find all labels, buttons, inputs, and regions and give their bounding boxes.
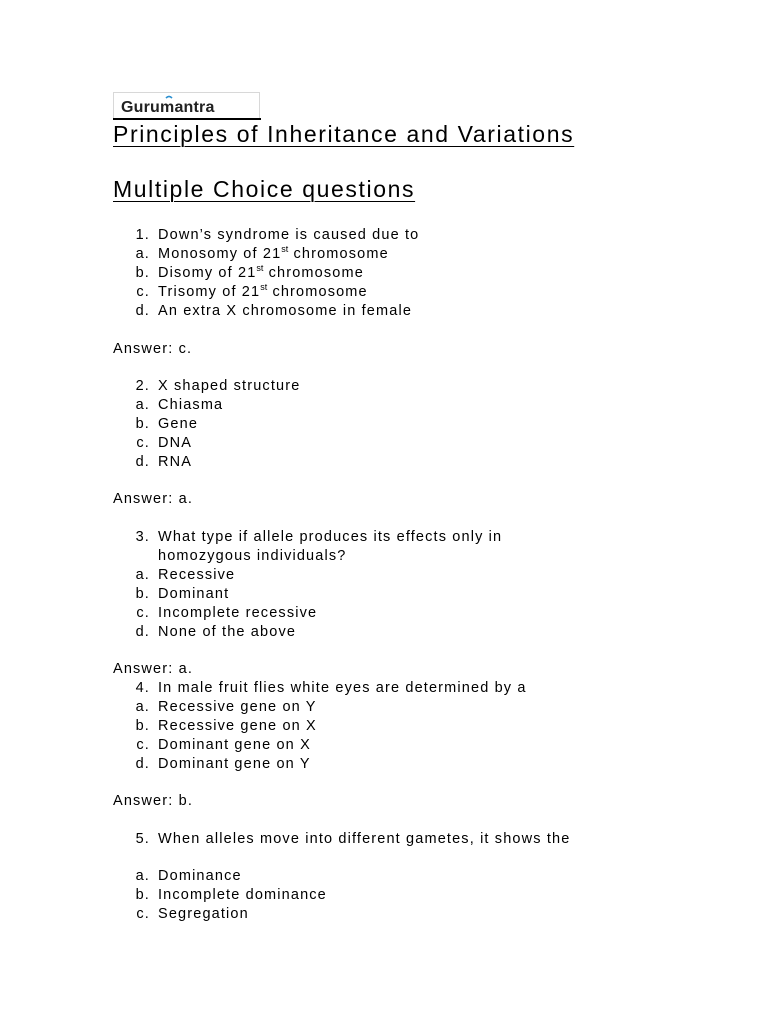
option-text <box>158 905 249 923</box>
option-text-main: Disomy of 21 <box>158 265 257 281</box>
option-letter: d. <box>135 624 150 640</box>
option-letter: a. <box>135 699 150 715</box>
ordinal-suffix: st <box>281 244 289 254</box>
option-text <box>158 264 364 282</box>
answer-line: Answer: b. <box>113 793 193 809</box>
option-text <box>158 245 389 263</box>
option-text <box>158 434 192 452</box>
gurumantra-logo <box>113 92 260 119</box>
option-text-rest: chromosome <box>267 284 368 300</box>
option-text-main: RNA <box>158 454 193 470</box>
option-letter: d. <box>135 454 150 470</box>
option-text <box>158 566 235 584</box>
option-letter: c. <box>136 284 150 300</box>
option-text-main: Segregation <box>158 906 249 922</box>
option-text-main: Dominant <box>158 586 230 602</box>
option-letter: c. <box>136 737 150 753</box>
option-text-main: Dominance <box>158 868 242 884</box>
option-text-main: Recessive <box>158 567 236 583</box>
option-letter: b. <box>135 586 150 602</box>
option-letter: c. <box>136 605 150 621</box>
question-text: In male fruit flies white eyes are determined by a <box>158 680 527 696</box>
option-letter: b. <box>135 416 150 432</box>
option-letter: b. <box>135 887 150 903</box>
option-letter: a. <box>135 567 150 583</box>
question-text: X shaped structure <box>158 378 301 394</box>
option-text-main: Trisomy of 21 <box>158 284 261 300</box>
answer-line: Answer: a. <box>113 491 193 507</box>
option-letter: a. <box>135 397 150 413</box>
option-letter: b. <box>135 718 150 734</box>
option-letter: c. <box>136 435 150 451</box>
document-title: Principles of Inheritance and Variations <box>113 121 575 147</box>
answer-line: Answer: c. <box>113 341 193 357</box>
option-text-main: Recessive gene on Y <box>158 699 317 715</box>
option-text <box>158 623 296 641</box>
option-letter: a. <box>135 246 150 262</box>
option-text <box>158 604 317 622</box>
question-number: 4. <box>135 680 150 696</box>
option-letter: d. <box>135 756 150 772</box>
option-text <box>158 396 223 414</box>
option-text <box>158 886 327 904</box>
option-text <box>158 415 198 433</box>
question-number: 1. <box>135 227 150 243</box>
option-text <box>158 453 192 471</box>
option-text-main: Gene <box>158 416 199 432</box>
gurumantra-logo-mark <box>114 93 259 119</box>
option-letter: a. <box>135 868 150 884</box>
option-text <box>158 585 229 603</box>
option-letter: c. <box>136 906 150 922</box>
option-text <box>158 736 311 754</box>
option-text <box>158 755 311 773</box>
option-text-main: None of the above <box>158 624 297 640</box>
question-number: 3. <box>135 529 150 545</box>
answer-line: Answer: a. <box>113 661 193 677</box>
option-text-main: Incomplete dominance <box>158 887 327 903</box>
question-text: homozygous individuals? <box>158 548 347 564</box>
option-letter: b. <box>135 265 150 281</box>
section-heading: Multiple Choice questions <box>113 176 416 202</box>
logo-accent-mark <box>166 97 172 99</box>
question-number: 2. <box>135 378 150 394</box>
question-text: What type if allele produces its effects only in <box>158 529 503 545</box>
option-text <box>158 302 412 320</box>
option-text-main: Monosomy of 21 <box>158 246 282 262</box>
option-text-main: Dominant gene on Y <box>158 756 311 772</box>
question-number: 5. <box>135 831 150 847</box>
option-text-main: Dominant gene on X <box>158 737 311 753</box>
option-text <box>158 717 317 735</box>
option-text <box>158 283 368 301</box>
option-letter: d. <box>135 303 150 319</box>
option-text-rest: chromosome <box>263 265 364 281</box>
option-text-main: Recessive gene on X <box>158 718 317 734</box>
option-text-main: Incomplete recessive <box>158 605 318 621</box>
ordinal-suffix: st <box>260 282 268 292</box>
logo-underline <box>113 118 261 120</box>
question-text: When alleles move into different gametes, it shows the <box>158 831 571 847</box>
logo-text: Gurumantra <box>121 99 215 116</box>
option-text-main: An extra X chromosome in female <box>158 303 413 319</box>
option-text-main: Chiasma <box>158 397 224 413</box>
question-text: Down’s syndrome is caused due to <box>158 227 420 243</box>
option-text-rest: chromosome <box>288 246 389 262</box>
option-text <box>158 867 242 885</box>
ordinal-suffix: st <box>256 263 264 273</box>
option-text-main: DNA <box>158 435 193 451</box>
option-text <box>158 698 317 716</box>
